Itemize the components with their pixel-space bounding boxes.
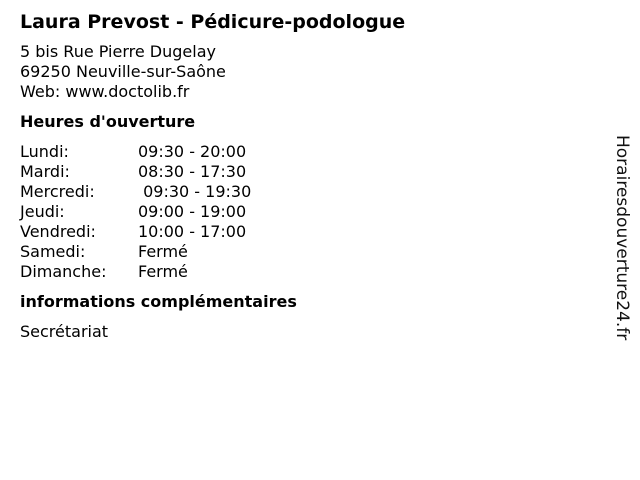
hours-row-tuesday <box>20 162 600 182</box>
hours-day: Samedi: <box>20 242 86 261</box>
hours-time: 08:30 - 17:30 <box>138 162 247 181</box>
hours-day: Mercredi: <box>20 182 95 201</box>
hours-day: Lundi: <box>20 142 69 161</box>
hours-row-thursday <box>20 202 600 222</box>
hours-time: 10:00 - 17:00 <box>138 222 247 241</box>
address-street: 5 bis Rue Pierre Dugelay <box>20 42 216 61</box>
hours-row-monday <box>20 142 600 162</box>
opening-hours-table <box>20 142 600 282</box>
hours-day: Dimanche: <box>20 262 107 281</box>
hours-row-friday <box>20 222 600 242</box>
address-city: 69250 Neuville-sur-Saône <box>20 62 226 81</box>
hours-time: Fermé <box>138 242 188 261</box>
website-line: Web: www.doctolib.fr <box>20 82 190 101</box>
additional-info-text: Secrétariat <box>20 322 109 341</box>
hours-time: 09:00 - 19:00 <box>138 202 247 221</box>
hours-row-sunday <box>20 262 600 282</box>
hours-day: Vendredi: <box>20 222 96 241</box>
business-card <box>20 10 600 342</box>
hours-time: 09:30 - 19:30 <box>138 182 252 201</box>
site-watermark-label: Horairesdouverture24.fr <box>612 135 632 341</box>
hours-day: Jeudi: <box>20 202 65 221</box>
hours-day: Mardi: <box>20 162 70 181</box>
opening-hours-heading: Heures d'ouverture <box>20 112 196 131</box>
hours-row-wednesday <box>20 182 600 202</box>
hours-row-saturday <box>20 242 600 262</box>
page-title: Laura Prevost - Pédicure-podologue <box>20 11 406 33</box>
additional-info-heading: informations complémentaires <box>20 292 297 311</box>
hours-time: Fermé <box>138 262 188 281</box>
hours-time: 09:30 - 20:00 <box>138 142 247 161</box>
